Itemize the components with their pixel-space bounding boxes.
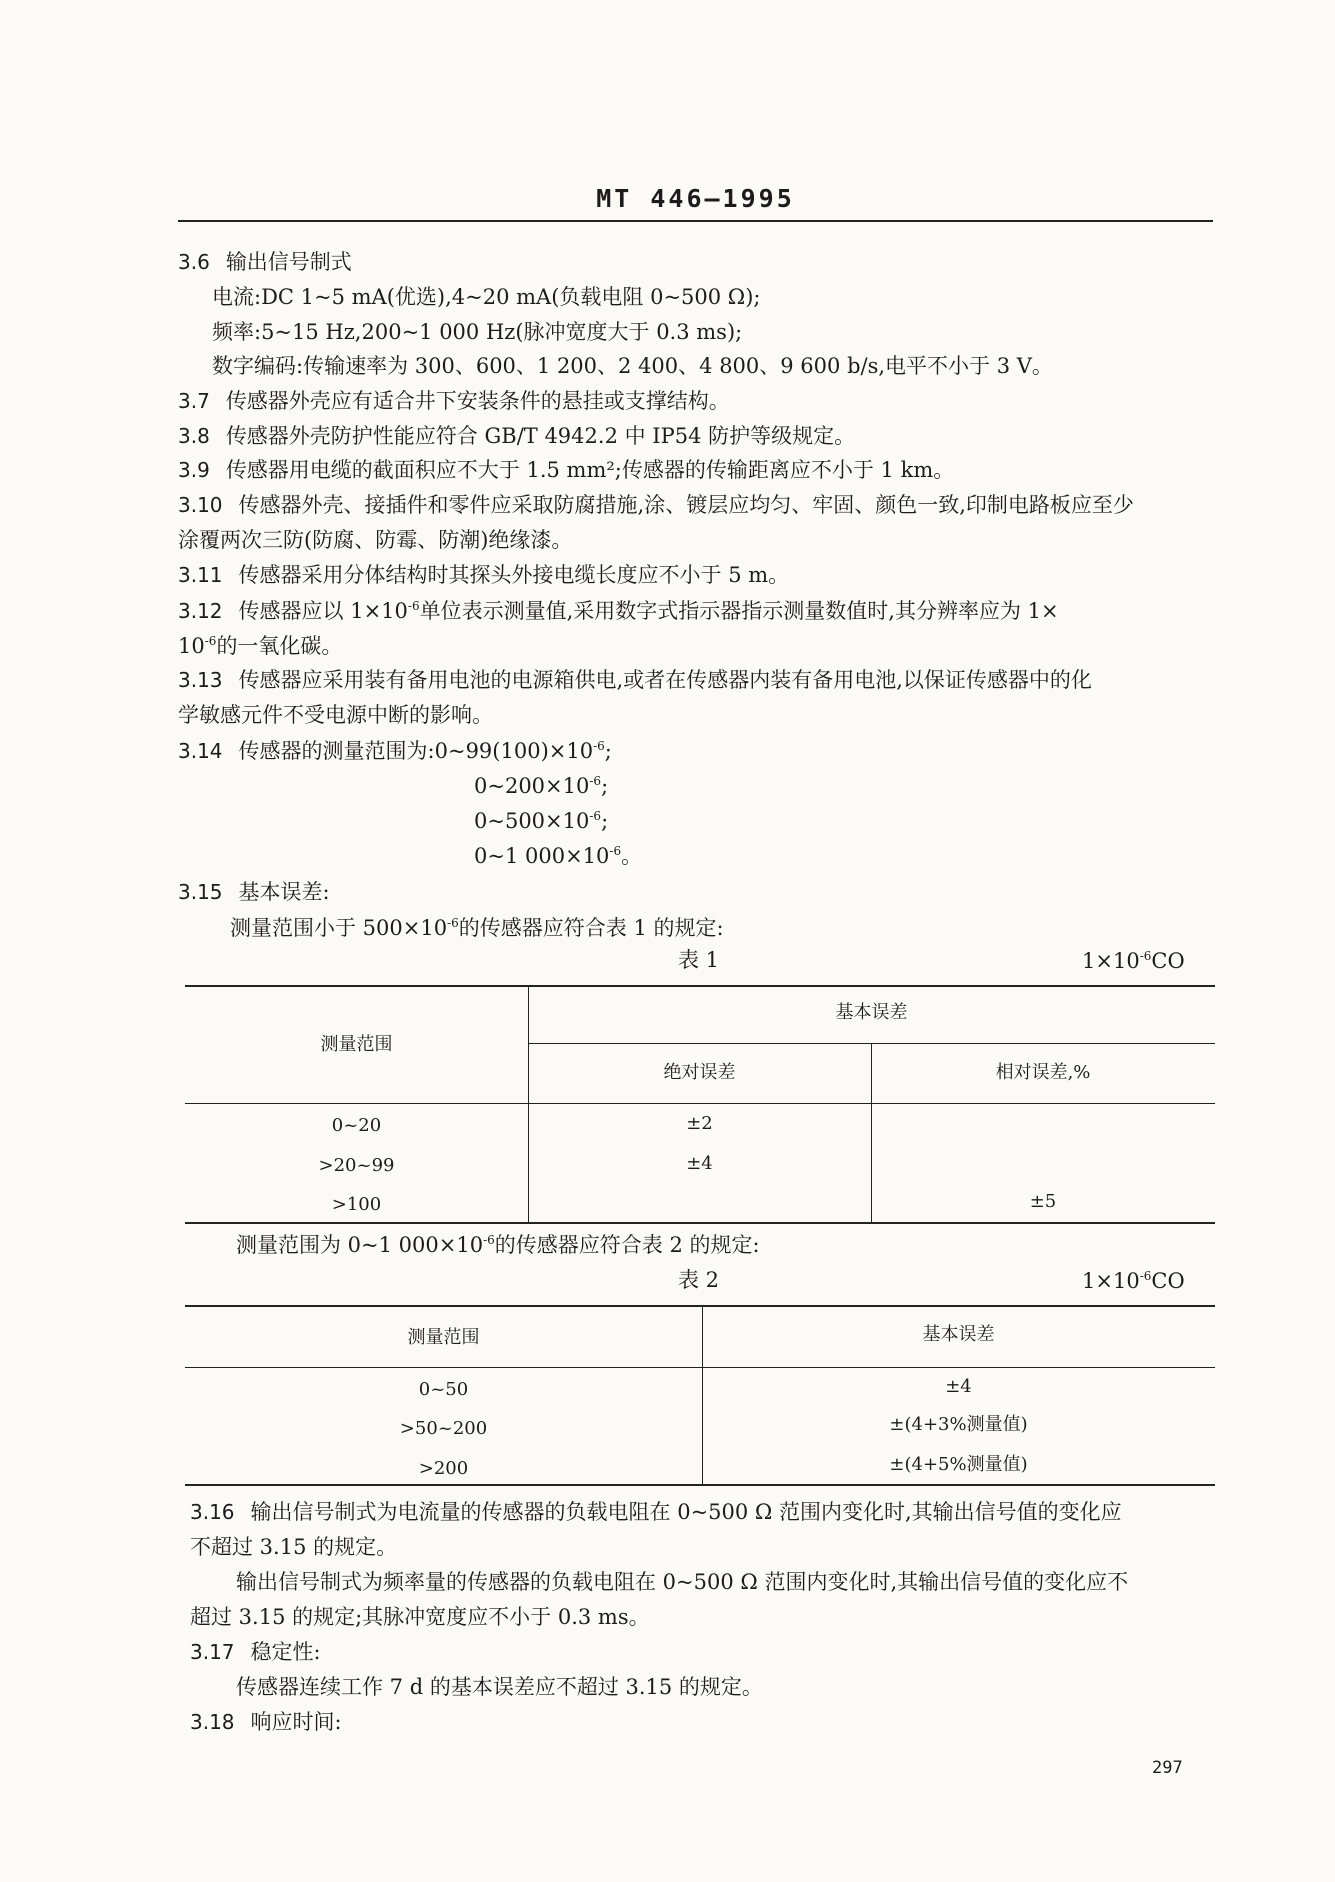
clause-3-6-current: 电流:DC 1~5 mA(优选),4~20 mA(负载电阻 0~500 Ω); [212,285,761,309]
table-2-row-2-error: ±(4+3%测量值) [889,1414,1028,1435]
clause-3-12-line2 [178,635,342,657]
text-part: 的传感器应符合表 1 的规定: [458,916,724,940]
superscript: -6 [589,809,602,823]
table-2-row-3-error: ±(4+5%测量值) [889,1454,1028,1475]
superscript: -6 [593,739,605,753]
superscript: -6 [1139,1269,1152,1283]
clause-number: 3.7 [178,389,210,413]
punct: ; [601,809,609,833]
header-rule [178,220,1213,222]
page-number: 297 [1152,1758,1183,1778]
table-rule [185,1367,1215,1368]
unit-part: CO [1151,1269,1185,1293]
clause-number: 3.11 [178,563,223,587]
clause-3-11 [178,565,789,586]
clause-number: 3.6 [178,250,210,274]
clause-text: 传感器采用分体结构时其探头外接电缆长度应不小于 5 m。 [238,563,790,587]
clause-3-17-heading [190,1642,321,1663]
clause-number: 3.8 [178,424,210,448]
punct: 。 [621,844,643,868]
clause-3-12-line1 [178,600,1059,622]
table-2-row-3-range: >200 [418,1458,469,1479]
clause-number: 3.16 [190,1500,235,1524]
superscript: -6 [1139,949,1152,963]
clause-3-16-line4: 超过 3.15 的规定;其脉冲宽度应不小于 0.3 ms。 [190,1605,650,1629]
clause-number: 3.18 [190,1710,235,1734]
table-2-row-1-error: ±4 [945,1376,972,1397]
table-1-row-1-range: 0~20 [331,1115,382,1136]
unit-part: 1×10 [1082,1269,1140,1293]
table-rule [185,985,1215,987]
clause-3-6-digital: 数字编码:传输速率为 300、600、1 200、2 400、4 800、9 600 b/s,电平不小于 3 V。 [212,354,1053,378]
superscript: -6 [589,774,602,788]
clause-3-15-intro-2 [236,1234,760,1256]
text-part: 的传感器应符合表 2 的规定: [494,1233,760,1257]
range-4: 0~1 000×10 [474,844,610,868]
table-rule [185,1222,1215,1224]
range-2: 0~200×10 [474,774,590,798]
clause-3-10-line2: 涂覆两次三防(防腐、防霉、防潮)绝缘漆。 [178,528,573,552]
clause-3-16-line1 [190,1502,1122,1523]
table-1-header-absolute: 绝对误差 [663,1062,736,1083]
clause-number: 3.12 [178,599,223,623]
range-3: 0~500×10 [474,809,590,833]
clause-title: 基本误差: [238,880,330,904]
unit-part: 1×10 [1082,949,1140,973]
clause-title: 响应时间: [250,1710,342,1734]
clause-3-14-range-2 [474,775,608,797]
superscript: -6 [407,599,420,613]
clause-title: 稳定性: [250,1640,321,1664]
clause-text: 传感器外壳、接插件和零件应采取防腐措施,涂、镀层应均匀、牢固、颜色一致,印制电路板应至少 [238,493,1134,517]
clause-number: 3.15 [178,880,223,904]
clause-3-10-line1 [178,495,1134,516]
punct: ; [604,739,612,763]
table-rule [185,1484,1215,1486]
clause-3-14-range-3 [474,810,608,832]
text-part: 测量范围小于 500×10 [230,916,448,940]
clause-text: 传感器的测量范围为: [238,739,435,763]
table-rule [185,1103,1215,1104]
clause-3-17-text: 传感器连续工作 7 d 的基本误差应不超过 3.15 的规定。 [236,1675,763,1699]
superscript: -6 [447,916,459,930]
clause-3-14-line1 [178,740,612,762]
clause-3-14-range-4 [474,845,642,867]
table-1-header-range: 测量范围 [320,1034,393,1055]
clause-3-7 [178,391,730,412]
document-id: MT 446—1995 [596,184,795,213]
table-1-header-relative: 相对误差,% [995,1062,1091,1083]
table-2-header-range: 测量范围 [407,1327,480,1348]
text-part: 测量范围为 0~1 000×10 [236,1233,484,1257]
table-1-unit [1082,950,1185,972]
clause-3-6-frequency: 频率:5~15 Hz,200~1 000 Hz(脉冲宽度大于 0.3 ms); [212,320,743,344]
table-2-row-1-range: 0~50 [418,1379,469,1400]
clause-text: 传感器外壳防护性能应符合 GB/T 4942.2 中 IP54 防护等级规定。 [225,424,856,448]
table-1-caption: 表 1 [678,948,720,972]
clause-number: 3.14 [178,739,223,763]
table-2-caption: 表 2 [678,1268,720,1292]
table-1-row-3-range: >100 [331,1194,382,1215]
clause-text: 传感器应采用装有备用电池的电源箱供电,或者在传感器内装有备用电池,以保证传感器中的化 [238,668,1092,692]
clause-3-13-line1 [178,670,1092,691]
table-2-unit [1082,1270,1185,1292]
table-1-row-2-abs: ±4 [686,1153,713,1174]
clause-3-9 [178,460,954,481]
text-part: 10 [178,634,205,658]
clause-3-18-heading [190,1712,342,1733]
table-1-header-basic-error: 基本误差 [835,1002,908,1023]
table-rule [185,1305,1215,1307]
range-1: 0~99(100)×10 [434,739,594,763]
clause-text: 传感器用电缆的截面积应不大于 1.5 mm²;传感器的传输距离应不小于 1 km。 [225,458,955,482]
table-1-row-1-abs: ±2 [686,1113,713,1134]
clause-number: 3.13 [178,668,223,692]
text-part: 的一氧化碳。 [216,634,343,658]
superscript: -6 [204,634,217,648]
table-2-header-basic-error: 基本误差 [922,1324,995,1345]
superscript: -6 [483,1233,495,1247]
table-2-row-2-range: >50~200 [399,1418,488,1439]
clause-text: 输出信号制式为电流量的传感器的负载电阻在 0~500 Ω 范围内变化时,其输出信号值的变化应 [250,1500,1122,1524]
text-part: 单位表示测量值,采用数字式指示器指示测量数值时,其分辨率应为 1× [419,599,1059,623]
punct: ; [601,774,609,798]
clause-3-16-line2: 不超过 3.15 的规定。 [190,1535,398,1559]
superscript: -6 [609,844,622,858]
table-1-row-3-rel: ±5 [1029,1191,1057,1212]
clause-3-15-intro-1 [230,917,724,939]
clause-number: 3.9 [178,458,210,482]
unit-part: CO [1151,949,1185,973]
table-1-row-2-range: >20~99 [318,1155,395,1176]
text-part: 传感器应以 1×10 [238,599,408,623]
clause-3-15-heading [178,882,330,903]
clause-3-16-line3: 输出信号制式为频率量的传感器的负载电阻在 0~500 Ω 范围内变化时,其输出信号值的变化应不 [236,1570,1129,1594]
clause-title: 输出信号制式 [225,250,352,274]
clause-number: 3.17 [190,1640,235,1664]
clause-3-13-line2: 学敏感元件不受电源中断的影响。 [178,703,493,727]
clause-3-6-heading [178,252,352,273]
clause-number: 3.10 [178,493,223,517]
clause-3-8 [178,426,855,447]
clause-text: 传感器外壳应有适合井下安装条件的悬挂或支撑结构。 [225,389,730,413]
